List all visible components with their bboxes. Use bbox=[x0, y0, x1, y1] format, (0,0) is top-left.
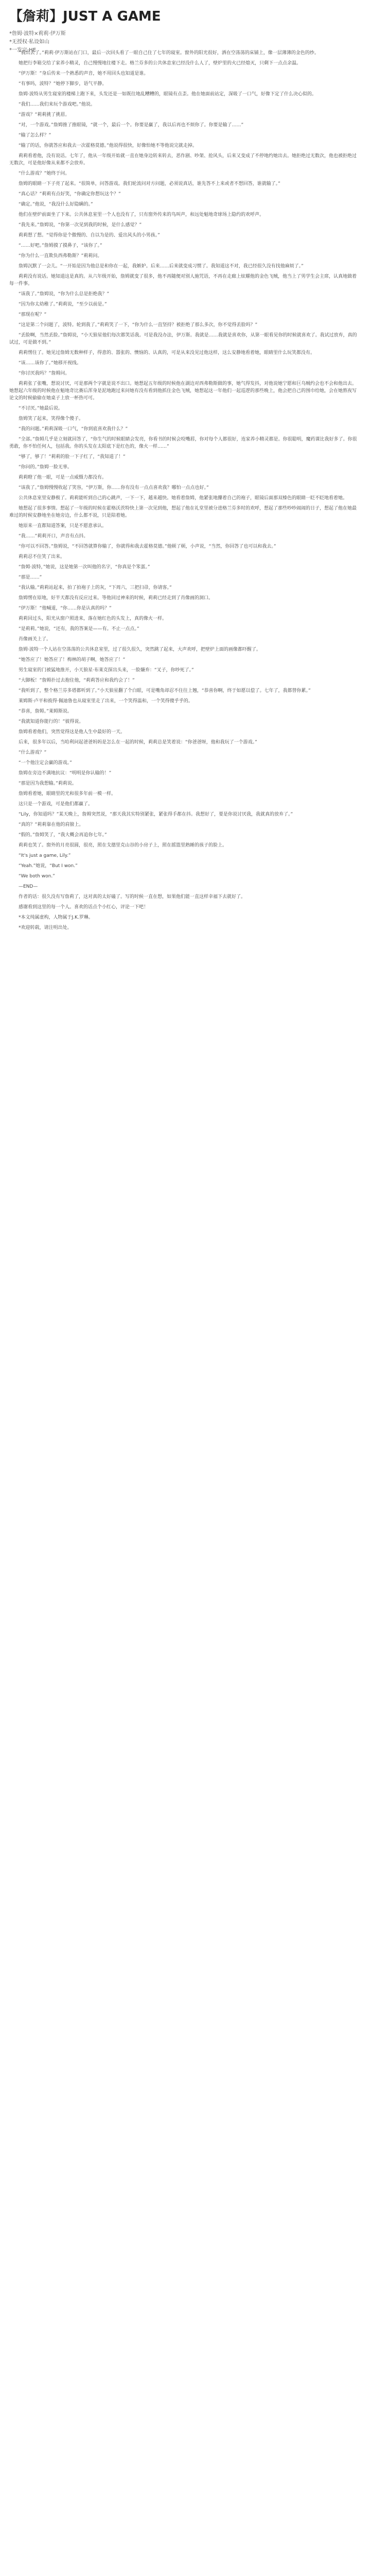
meta-extra: *一发完·HE bbox=[9, 47, 37, 53]
body-paragraph: 公共休息室里安静极了。莉莉能听到自己的心跳声，一下一下，越来越快。她看着詹姆，他紧张地攥着自己的袍子，眼镜后面那双榛色的眼睛一眨不眨地看着她。 bbox=[19, 496, 348, 501]
body-paragraph: “我们……我们来玩个游戏吧。”他说。 bbox=[19, 102, 95, 107]
body-paragraph: “……好吧。”詹姆摸了摸鼻子，“该你了。” bbox=[19, 243, 102, 248]
body-paragraph: “丢脸啊，当然丢脸。”詹姆说，“小天狼星他们每次都笑话我。可是我没办法，伊万斯。我就是……我就是喜欢你，从第一眼看见你的时候就喜欢了。我试过放弃，真的试过，可是做不到。” bbox=[9, 333, 357, 345]
body-paragraph: 莉莉瞪了他一眼，可是一点威慑力都没有。 bbox=[19, 475, 107, 480]
body-paragraph: “该我了。”詹姆慢慢收起了笑容，“伊万斯，你……你有没有一点点喜欢我？哪怕一点点也好。” bbox=[19, 485, 209, 490]
body-paragraph: “我的问题。”莉莉深吸一口气，“你到底喜欢我什么？” bbox=[19, 427, 128, 432]
body-paragraph: 莉莉也笑了。窗外的月亮很圆，很亮，照在戈德里克山谷的小房子上，照在摇篮里熟睡的孩子的脸上。 bbox=[19, 843, 227, 848]
body-paragraph: *本文纯属虚构，人物属于J.K.罗琳。 bbox=[19, 915, 93, 920]
body-paragraph: “因为你太幼稚了。”莉莉说，“至少以前是。” bbox=[19, 302, 107, 307]
body-paragraph: “假的。”詹姆笑了，“我大概会再追你七年。” bbox=[19, 833, 107, 838]
body-paragraph: “你为什么一直欺负西弗勒斯？”莉莉问。 bbox=[19, 253, 102, 259]
body-paragraph: 詹姆·波特一个人站在空荡荡的公共休息室里，过了很久很久，突然跳了起来，大声欢呼，把壁炉上面的画像都吓醒了。 bbox=[19, 647, 261, 652]
body-paragraph: 詹姆沉默了一会儿。“一开始是因为他总是和你在一起，我嫉妒。后来……后来就变成习惯了。我知道这不对，我已经很久没有找他麻烦了。” bbox=[19, 264, 304, 269]
body-paragraph: 詹姆的眼睛一下子亮了起来。“很简单，问答游戏。我们轮流问对方问题，必须说真话，谁先答不上来或者不想回答，谁就输了。” bbox=[19, 181, 280, 187]
body-paragraph: “是莉莉。”她说，“还有，我的答案是——有。不止一点点。” bbox=[19, 626, 139, 632]
body-paragraph: “我听到了，整个格兰芬多塔都听到了。”小天狼星翻了个白眼，可是嘴角却忍不住往上翘，“恭喜你啊，终于如愿以偿了。七年了，我都替你累。” bbox=[19, 688, 311, 693]
body-paragraph: “你问的。”詹姆一脸无辜。 bbox=[19, 465, 72, 470]
body-paragraph: “什么游戏？” bbox=[19, 750, 47, 755]
meta-note: *无授权·私设如山 bbox=[9, 39, 50, 45]
body-paragraph: “该我了。”詹姆说，“你为什么总是拒绝我？” bbox=[19, 292, 110, 297]
body-paragraph: 莉莉没有说话。她知道这是真的。从六年级开始，詹姆就变了很多，他不再随便对别人施咒语，不再在走廊上炫耀他的金色飞贼，他当上了男学生会主席，认真地做着每一件事。 bbox=[9, 274, 357, 286]
body-paragraph: “对，一个游戏。”詹姆推了推眼镜，“就一个，最后一个。你要是赢了，我以后再也不烦你了。你要是输了……” bbox=[19, 123, 244, 128]
article-body bbox=[9, 49, 361, 2576]
body-paragraph: “那现在呢？” bbox=[19, 312, 47, 317]
body-paragraph: 莱姆斯·卢平和彼得·佩迪鲁也从寝室里走了出来，一个笑得温和，一个笑得傻乎乎的。 bbox=[19, 699, 193, 704]
body-paragraph: “We both won.” bbox=[19, 874, 55, 879]
body-paragraph: 莉莉想了想。“觉得你是个傲慢的、自以为是的、爱出风头的小男孩。” bbox=[19, 233, 160, 238]
body-paragraph: 作者的话：很久没有写詹莉了，这对真的太好磕了。写的时候一直在想，如果他们能一直这样幸福下去就好了。 bbox=[19, 894, 246, 900]
body-paragraph: 他们在壁炉前面坐了下来。公共休息室里一个人也没有了，只有窗外传来的鸟叫声，和远处魁地奇球场上隐约的欢呼声。 bbox=[19, 212, 265, 217]
body-paragraph: 詹姆愣在原地，好半天都没有反应过来。等他回过神来的时候，莉莉已经走到了肖像画的洞口。 bbox=[19, 596, 214, 601]
body-paragraph: “我出去了。”莉莉·伊万斯站在门口，最后一次回头看了一眼自己住了七年的寝室。窗外的阳光很好，洒在空荡荡的床铺上，像一层薄薄的金色的纱。 bbox=[19, 50, 319, 56]
body-paragraph: —END— bbox=[19, 884, 38, 889]
body-paragraph: “伊万斯！”他喊道，“你……你是认真的吗？” bbox=[19, 606, 112, 611]
body-paragraph: “输了怎么样？” bbox=[19, 133, 51, 138]
body-paragraph: “她答应了！她答应了！梅林的胡子啊，她答应了！” bbox=[19, 657, 126, 663]
body-paragraph: “真的？”莉莉靠在他的肩膀上。 bbox=[19, 822, 84, 827]
body-paragraph: 她把行李箱交给了家养小精灵，自己慢慢地往楼下走。格兰芬多的公共休息室已经没什么人了，壁炉里的火已经熄灭，只剩下一点点余温。 bbox=[19, 61, 302, 66]
body-paragraph: “Lily，你知道吗？”某天晚上，詹姆突然说，“那天我其实特别紧张，紧张得手都在抖。我想好了，要是你说讨厌我，我就真的放弃了。” bbox=[19, 812, 293, 817]
body-paragraph: “真心话？”莉莉有点好笑，“你确定你想玩这个？” bbox=[19, 192, 121, 197]
body-paragraph: 莉莉张了张嘴，想说讨厌，可是那两个字就是说不出口。她想起五年级的时候他在湖边对西弗勒斯做的事，她气得发抖，对他说她宁愿和巨乌贼约会也不会和他出去。她想起六年级的时候他在魁地奇比赛后浑身是泥地跑过来问她有没有看到他抓住金色飞贼，她想起这一年他们一起巡逻的那些晚上，他会把自己的围巾给她，会在她熬夜写论文的时候偷偷在她桌子上放一杯热可可。 bbox=[9, 381, 357, 401]
meta-pairing: *詹姆·波特×莉莉·伊万斯 bbox=[9, 31, 66, 37]
body-paragraph: 她想起了很多事情。想起了一年级的时候在霍格沃茨特快上第一次见到他，想起了他在礼堂里被分进格兰芬多时的欢呼，想起了那些吵吵闹闹的日子，想起了他在她最难过的时候安静地坐在她旁边，什么都不说，只是陪着她。 bbox=[9, 506, 357, 518]
body-paragraph: “你可以不回答。”詹姆说，“不回答就算你输了，你就得和我去霍格莫德。”他顿了顿，小声说，“当然，你回答了也可以和我去。” bbox=[19, 544, 276, 549]
body-paragraph: 她原来一直都知道答案，只是不愿意承认。 bbox=[19, 523, 107, 529]
body-paragraph: 詹姆笑了起来，笑得像个傻子。 bbox=[19, 416, 84, 421]
body-paragraph: “那是因为我想输。”莉莉说。 bbox=[19, 781, 77, 786]
body-paragraph: 莉莉看着他，没有说话。七年了，他从一年级开始就一直在她身边转来转去，恶作剧、吵架、抢风头，后来又变成了不停地约她出去。她拒绝过无数次，他也被拒绝过无数次，可是他好像从来都不会放弃。 bbox=[9, 154, 357, 166]
body-paragraph: 詹姆看着他们，突然觉得这是他人生中最好的一天。 bbox=[19, 730, 126, 735]
body-paragraph: “我先来。”詹姆说，“你第一次见到我的时候，是什么感觉？” bbox=[19, 223, 142, 228]
body-paragraph: 詹姆·波特从男生寝室的楼梯上跑下来，头发还是一如既往地乱糟糟的，眼镜有点歪。他在她面前站定，深吸了一口气，好像下定了什么决心似的。 bbox=[19, 92, 316, 97]
body-paragraph: “你讨厌我吗？”詹姆问。 bbox=[19, 371, 70, 376]
body-paragraph: 莉莉愣住了。她见过詹姆无数种样子，得意的、嚣张的、懊恼的、认真的，可是从来没见过他这样，这么安静地看着她，眼睛里什么玩笑都没有。 bbox=[19, 350, 315, 355]
body-paragraph: “那是……” bbox=[19, 575, 42, 580]
body-paragraph: “一个他注定会赢的游戏。” bbox=[19, 760, 72, 766]
body-paragraph: “有事吗，波特？”她停下脚步，语气平静。 bbox=[19, 81, 107, 87]
body-paragraph: “游戏？”莉莉挑了挑眉。 bbox=[19, 112, 70, 117]
body-paragraph: “什么游戏？”她终于问。 bbox=[19, 171, 70, 176]
body-paragraph: “伊万斯！”身后传来一个熟悉的声音，她不用回头也知道是谁。 bbox=[19, 71, 149, 76]
body-paragraph: “我认输。”莉莉站起来，拍了拍袍子上的灰，“下周六，三把扫帚，你请客。” bbox=[19, 585, 172, 590]
body-paragraph: 莉莉忍不住笑了出来。 bbox=[19, 554, 65, 560]
body-paragraph: “输了的话，你就答应和我去一次霍格莫德。”他说得很快，好像怕她不等他说完就走掉。 bbox=[19, 143, 197, 148]
body-paragraph: “Yeah.”她说，“But I won.” bbox=[19, 863, 78, 869]
body-paragraph: 后来，很多年以后，当哈利问起爸爸妈妈是怎么在一起的时候，莉莉总是笑着说：“你爸爸呀，他和我玩了一个游戏。” bbox=[19, 740, 257, 745]
body-paragraph: “不讨厌。”她最后说。 bbox=[19, 406, 63, 411]
body-paragraph: *欢迎转载，请注明出处。 bbox=[19, 925, 72, 930]
page-title: 【詹莉】JUST A GAME bbox=[9, 9, 161, 24]
body-paragraph: “我……”莉莉开口，声音有点抖。 bbox=[19, 534, 89, 539]
body-paragraph: “恭喜，詹姆。”莱姆斯说。 bbox=[19, 709, 72, 714]
body-paragraph: “我就知道你能行的！”彼得说。 bbox=[19, 719, 84, 724]
body-paragraph: 莉莉回过头，阳光从窗户照进来，落在她红色的头发上，真的像火一样。 bbox=[19, 616, 167, 621]
body-paragraph: “该……该你了。”她移开视线。 bbox=[19, 361, 81, 366]
body-paragraph: “确定。”他说，“我没什么好隐瞒的。” bbox=[19, 202, 93, 207]
body-paragraph: “这是第二个问题了，波特。轮到我了。”莉莉笑了一下，“你为什么一直坚持？被拒绝了那么多次，你不觉得丢脸吗？” bbox=[19, 323, 258, 328]
body-paragraph: “全部。”詹姆几乎是立刻就回答了，“你生气的时候眼睛会发亮，你看书的时候会咬嘴唇，你对每个人都很好，连家养小精灵都是。你很聪明，魔药课比我好多了。你很勇敢，你不怕任何人，包括我。你的头发在太阳底下是红色的，像火一样……” bbox=[9, 437, 357, 449]
body-paragraph: 感谢看到这里的每一个人。喜欢的话点个小红心，评论一下吧！ bbox=[19, 905, 149, 910]
body-paragraph: 男生寝室的门被猛地推开，小天狼星·布莱克探出头来，一脸嫌弃：“叉子，你吵死了。” bbox=[19, 668, 194, 673]
body-paragraph: “大脚板！”詹姆扑过去抱住他，“莉莉答应和我约会了！” bbox=[19, 678, 135, 683]
body-paragraph: 詹姆在旁边不满地抗议：“明明是你认输的！” bbox=[19, 771, 112, 776]
body-paragraph: “够了，够了！”莉莉的脸一下子红了，“我知道了！” bbox=[19, 454, 126, 460]
body-paragraph: 这只是一个游戏，可是他们都赢了。 bbox=[19, 802, 93, 807]
body-paragraph: “It's just a game, Lily.” bbox=[19, 853, 71, 858]
body-paragraph: 詹姆看着她，眼睛里的光和很多年前一模一样。 bbox=[19, 791, 116, 796]
body-paragraph: “詹姆·波特，”她说，这是她第一次叫他的名字，“你真是个笨蛋。” bbox=[19, 565, 150, 570]
body-paragraph: 肖像画关上了。 bbox=[19, 637, 51, 642]
